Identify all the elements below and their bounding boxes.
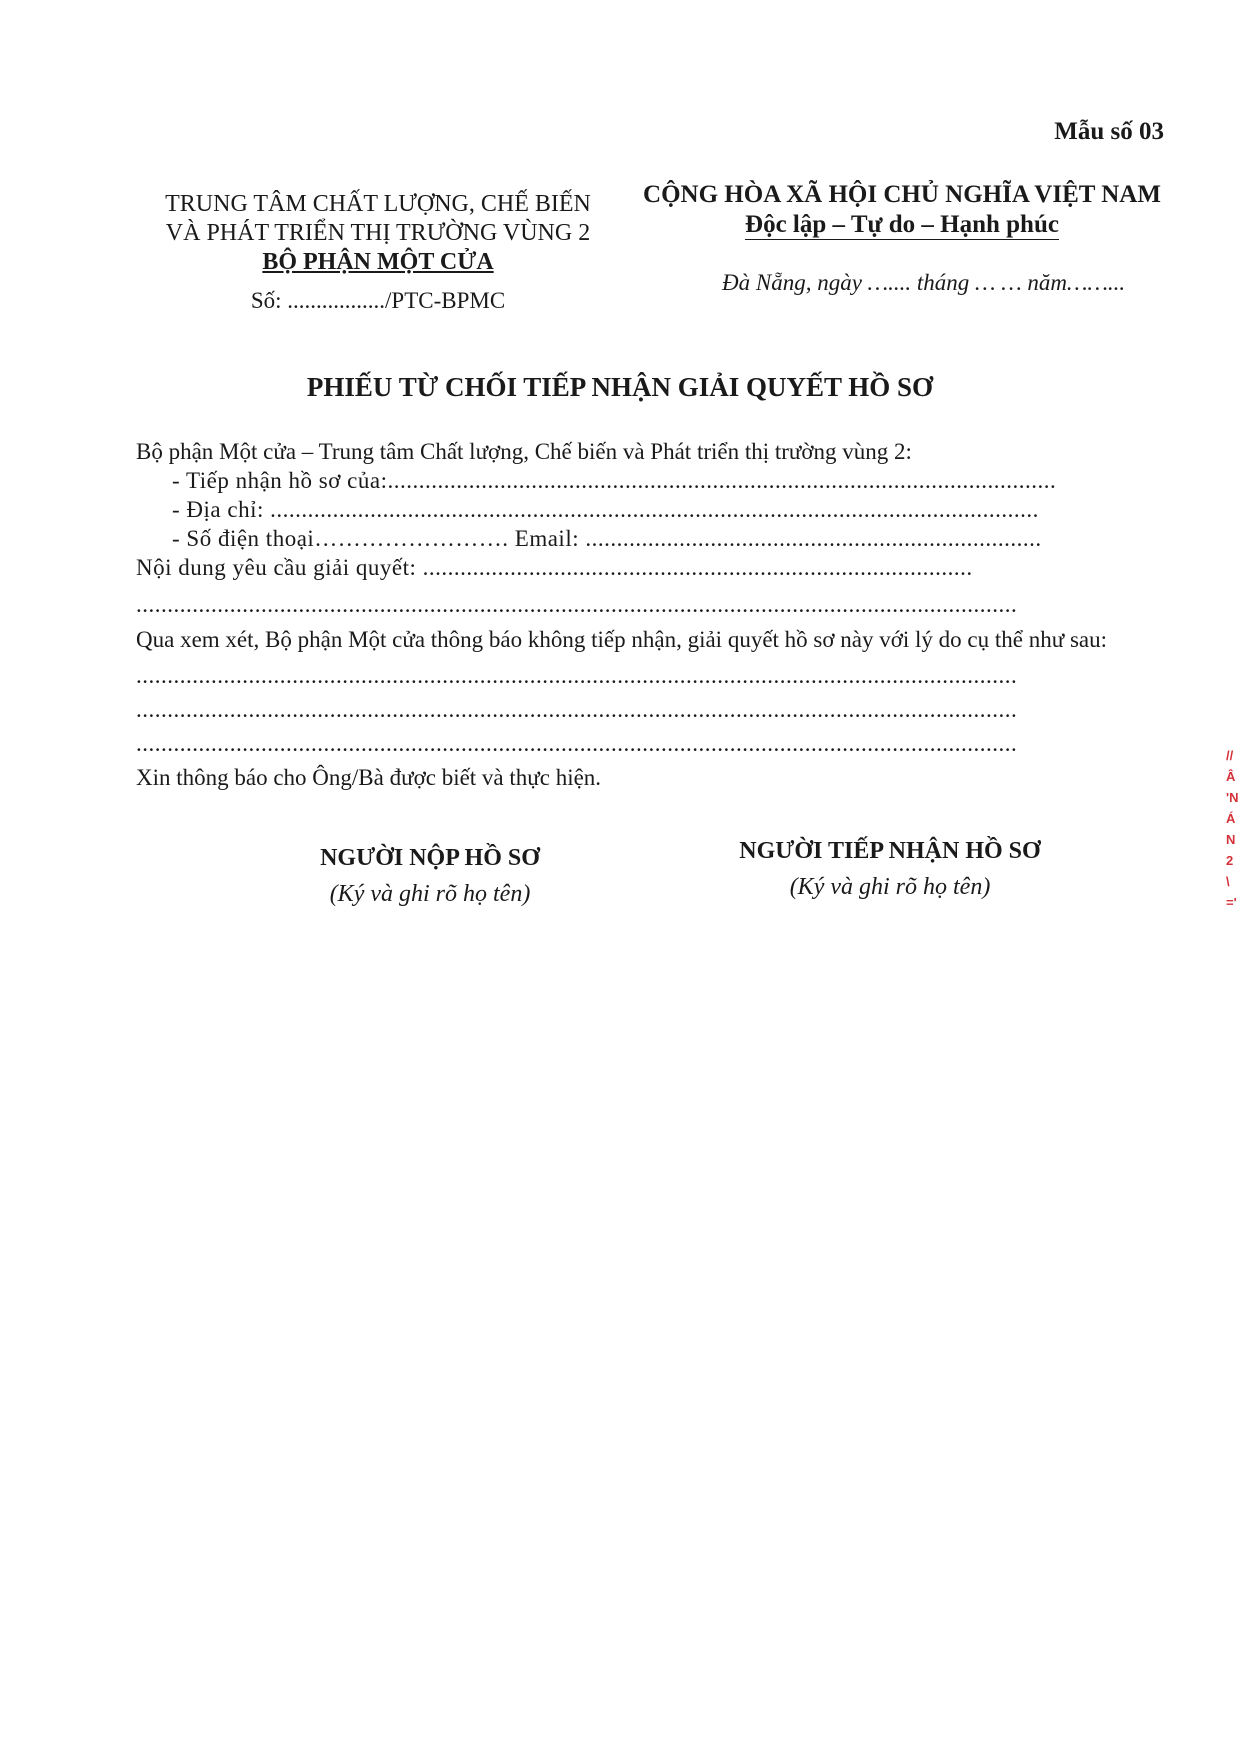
national-header — [632, 180, 1172, 240]
national-motto: Độc lập – Tự do – Hạnh phúc — [745, 211, 1059, 238]
rejection-notice: Qua xem xét, Bộ phận Một cửa thông báo không tiếp nhận, giải quyết hồ sơ này với lý do cụ thể như sau: — [136, 627, 1108, 652]
red-stamp-fragment — [1226, 745, 1240, 913]
country-name: CỘNG HÒA XÃ HỘI CHỦ NGHĨA VIỆT NAM — [643, 181, 1161, 208]
closing-line: Xin thông báo cho Ông/Bà được biết và thực hiện. — [136, 765, 602, 790]
stamp-glyph: Â — [1226, 769, 1236, 784]
issuing-organization — [140, 190, 616, 315]
stamp-glyph: =' — [1226, 895, 1237, 910]
stamp-glyph: \ — [1226, 874, 1230, 889]
request-content-field: Nội dung yêu cầu giải quyết: ........................................................................................ — [136, 555, 973, 580]
request-content-continuation: ............................................................................................................................................. — [136, 592, 1018, 617]
document-title: PHIẾU TỪ CHỐI TIẾP NHẬN GIẢI QUYẾT HỒ SƠ — [306, 372, 934, 402]
submitter-signature-block — [230, 840, 630, 912]
address-field: - Địa chỉ: ........................................................................................................................... — [172, 497, 1039, 522]
form-body — [136, 437, 1156, 792]
document-number: Số: ................./PTC-BPMC — [250, 288, 506, 313]
reason-line-3: ............................................................................................................................................. — [136, 731, 1018, 756]
receiver-role: NGƯỜI TIẾP NHẬN HỒ SƠ — [739, 838, 1041, 864]
receiver-signature-block — [690, 833, 1090, 905]
org-name-line-1: TRUNG TÂM CHẤT LƯỢNG, CHẾ BIẾN — [165, 191, 591, 217]
org-name-line-2: VÀ PHÁT TRIỂN THỊ TRƯỜNG VÙNG 2 — [165, 220, 591, 246]
org-unit: BỘ PHẬN MỘT CỬA — [262, 249, 494, 275]
receiver-sign-hint: (Ký và ghi rõ họ tên) — [789, 874, 991, 900]
stamp-glyph: // — [1226, 748, 1234, 763]
reason-line-2: ............................................................................................................................................. — [136, 697, 1018, 722]
reason-line-1: ............................................................................................................................................. — [136, 663, 1018, 688]
submitter-sign-hint: (Ký và ghi rõ họ tên) — [329, 881, 531, 907]
stamp-glyph: N — [1226, 832, 1236, 847]
intro-line: Bộ phận Một cửa – Trung tâm Chất lượng, Chế biến và Phát triển thị trường vùng 2: — [136, 439, 912, 464]
submitter-role: NGƯỜI NỘP HỒ SƠ — [320, 845, 540, 871]
applicant-name-field: - Tiếp nhận hồ sơ của:........................................................................................................... — [172, 468, 1057, 493]
phone-email-field: - Số điện thoại……………………. Email: ......................................................................... — [172, 526, 1042, 551]
stamp-glyph: 'N — [1226, 790, 1239, 805]
stamp-glyph: 2 — [1226, 853, 1234, 868]
stamp-glyph: Á — [1226, 811, 1236, 826]
place-date-line: Đà Nẵng, ngày ….... tháng … … năm……... — [722, 270, 1126, 295]
form-number: Mẫu số 03 — [1054, 118, 1164, 145]
national-motto-wrap — [632, 210, 1172, 240]
